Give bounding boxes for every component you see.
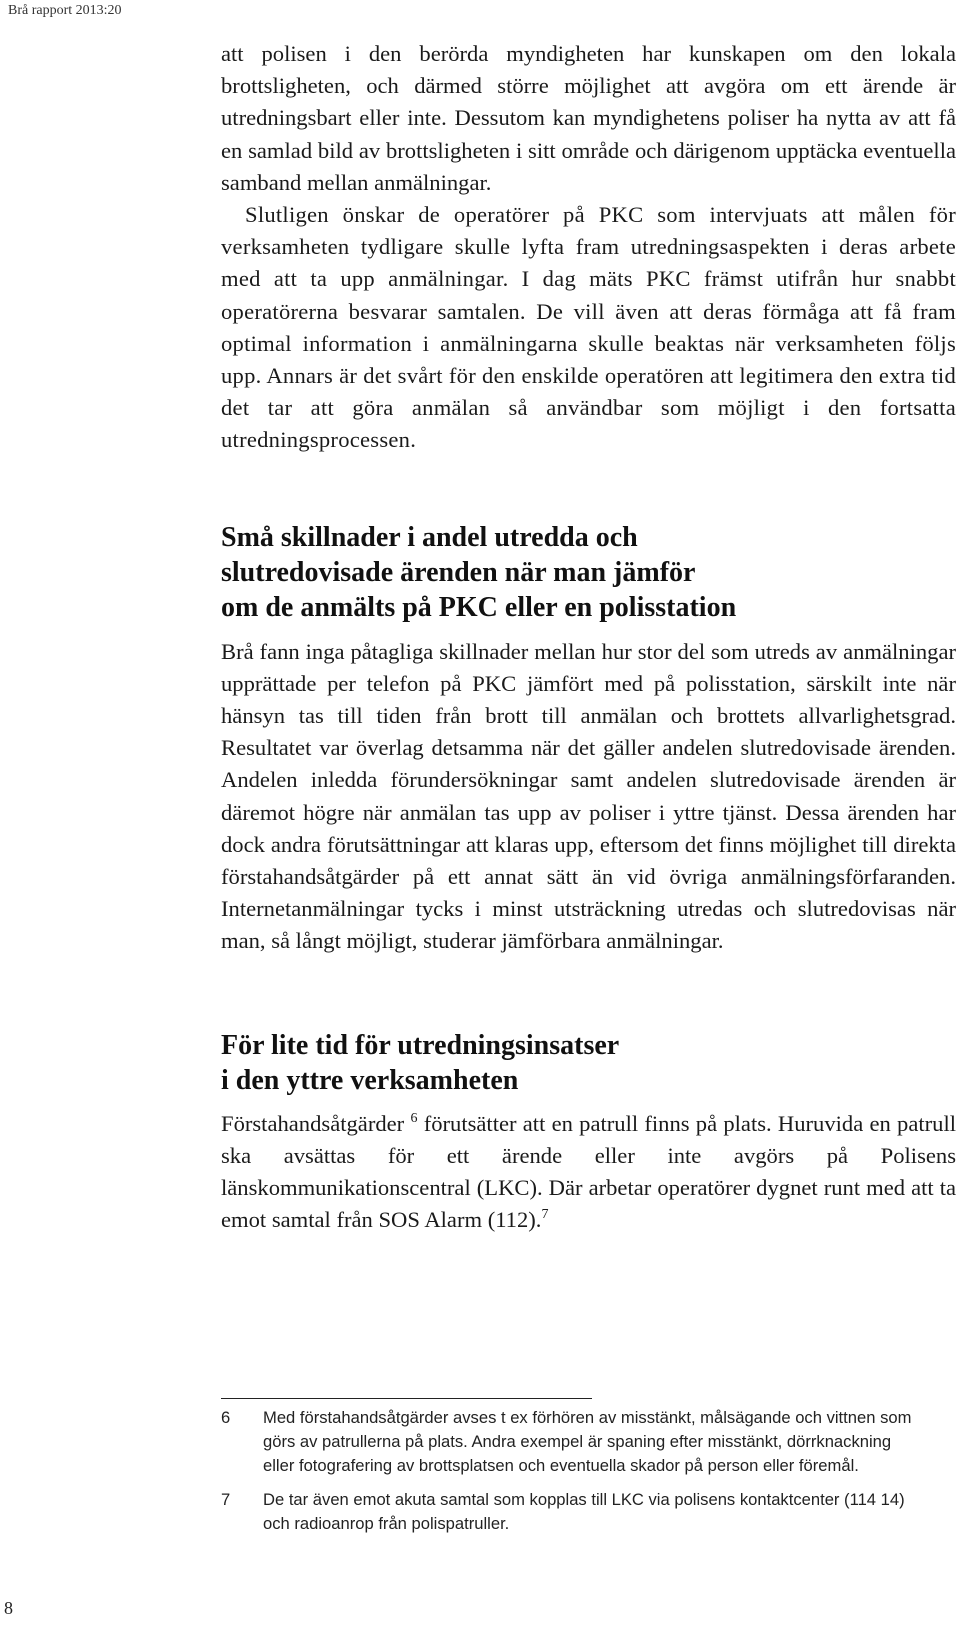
body-paragraph-1: att polisen i den berörda myndigheten har kunskapen om den lokala brottsligheten, och därmed större möjlighet att avgöra om ett ärende är utredningsbart eller inte. Dessutom kan myndighetens poliser ha nytta av att få en samlad bild av brottsligheten i sitt område och därigenom upptäcka eventuella samband mellan anmälningar. — [221, 41, 956, 195]
footnote-text: De tar även emot akuta samtal som kopplas till LKC via polisens kontaktcenter (114 14) och radioanrop från polispatruller. — [263, 1490, 905, 1533]
footnote-7 — [221, 1488, 921, 1536]
section-heading-2-line-1: För lite tid för utredningsinsatser — [221, 1029, 620, 1061]
section-heading-1-line-2: slutredovisade ärenden när man jämför — [221, 556, 696, 588]
footnote-ref-6[interactable]: 6 — [410, 1110, 418, 1126]
footnotes — [221, 1406, 921, 1546]
body-paragraph-3: Brå fann inga påtagliga skillnader mellan hur stor del som utreds av anmälningar upprättade per telefon på PKC jämfört med på polisstation, särskilt inte när hänsyn tas till tiden från brott till anmälan och brottets allvarlighetsgrad. Resultatet var överlag detsamma när det gäller andelen slutredovisade ärenden. Andelen inledda förundersökningar samt andelen slutredovisade ärenden är däremot högre när anmälan tas upp av poliser i yttre tjänst. Dessa ärenden har dock andra förutsättningar att klaras upp, eftersom det finns möjlighet till direkta förstahandsåtgärder på ett annat sätt än vid övriga anmälningsförfaranden. Internetanmälningar tycks i minst utsträckning utredas och slutredovisas när man, så långt möjligt, studerar jämförbara anmälningar. — [221, 638, 956, 954]
body-paragraph-4-start: Förstahandsåtgärder — [221, 1110, 405, 1136]
page-number: 8 — [4, 1598, 13, 1618]
body-paragraph-4-rest: förutsätter att en patrull finns på plats. Huruvida en patrull ska avsättas för ett ärende eller inte avgörs på Polisens länskommunikationscentral (LKC). Där arbetar operatörer dygnet runt med att ta emot samtal från SOS Alarm (112). — [221, 1110, 957, 1233]
footnote-number: 7 — [221, 1490, 231, 1509]
footnote-number: 6 — [221, 1408, 231, 1427]
section-heading-1-line-1: Små skillnader i andel utredda och — [221, 521, 638, 553]
footnote-ref-7[interactable]: 7 — [541, 1207, 549, 1223]
running-head: Brå rapport 2013:20 — [8, 3, 122, 18]
body-paragraph-4 — [221, 1108, 956, 1237]
section-heading-2-line-2: i den yttre verksamheten — [221, 1064, 519, 1096]
footnote-6 — [221, 1406, 921, 1478]
footnote-text: Med förstahandsåtgärder avses t ex förhören av misstänkt, målsägande och vittnen som görs av patrullerna på plats. Andra exempel är spaning efter misstänkt, dörrknackning eller fotografering av brottsplatsen och eventuella skador på person eller föremål. — [263, 1408, 912, 1475]
section-heading-1 — [221, 520, 956, 625]
section-heading-1-line-3: om de anmälts på PKC eller en polisstation — [221, 591, 737, 623]
footnote-divider — [221, 1398, 592, 1399]
section-heading-2 — [221, 1028, 956, 1098]
body-paragraph-2: Slutligen önskar de operatörer på PKC som intervjuats att målen för verksamheten tydligare skulle lyfta fram utredningsaspekten i deras arbete med att ta upp anmälningar. I dag mäts PKC främst utifrån hur snabbt operatörerna besvarar samtalen. De vill även att deras förmåga att få fram optimal information i anmälningarna skulle beaktas när verksamheten följs upp. Annars är det svårt för den enskilde operatören att legitimera den extra tid det tar att göra anmälan så användbar som möjligt i den fortsatta utredningsprocessen. — [221, 202, 956, 453]
page-body — [221, 38, 956, 1236]
